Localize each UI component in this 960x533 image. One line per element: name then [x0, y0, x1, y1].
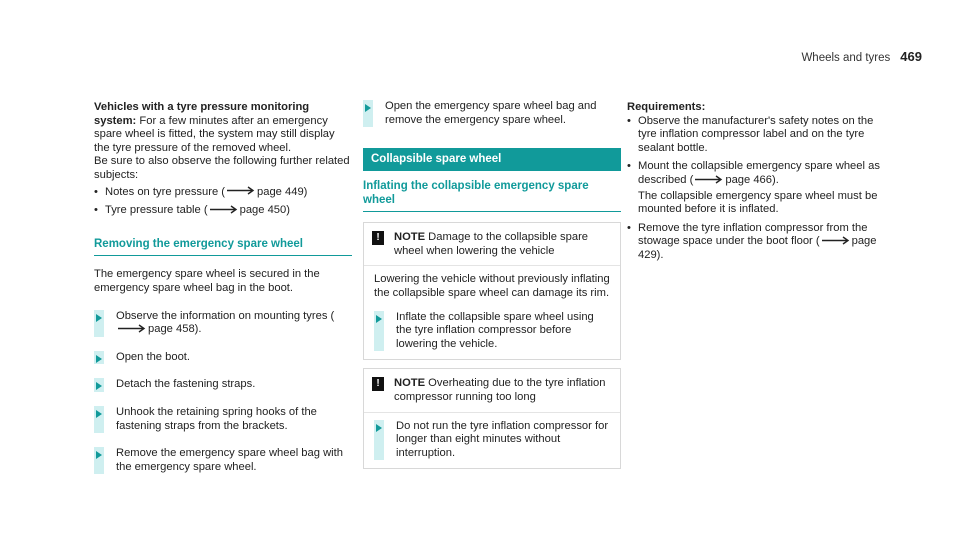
section-banner: Collapsible spare wheel	[363, 148, 621, 171]
list-item: • Tyre pressure table ( page 450)	[94, 204, 290, 217]
step-item: Open the emergency spare wheel bag and remove the emergency spare wheel.	[363, 100, 621, 127]
bullet-dot-icon: •	[627, 114, 631, 127]
step-bar	[94, 310, 104, 337]
column-3	[627, 101, 887, 268]
column-1	[94, 101, 352, 474]
page-reference-link[interactable]: page 429).	[638, 235, 877, 261]
step-bar	[94, 447, 104, 474]
related-list	[94, 186, 352, 218]
step-item: Do not run the tyre inflation compressor for longer than eight minutes without interruption.	[374, 420, 612, 461]
step-bar	[363, 100, 373, 127]
page-reference-link[interactable]: page 449)	[257, 185, 308, 198]
note-label: NOTE	[394, 377, 426, 390]
step-bar	[94, 406, 104, 433]
column-2	[363, 100, 621, 469]
triangle-right-icon	[96, 355, 102, 363]
triangle-right-icon	[365, 104, 371, 112]
section-heading: Removing the emergency spare wheel	[94, 238, 352, 257]
exclamation-icon: !	[372, 377, 384, 391]
list-item: • Mount the collapsible emergency spare wheel as described ( page 466). The collapsible emergency spare wheel must be mounted before it is inflated.	[627, 160, 887, 216]
note-body	[364, 413, 620, 469]
note-label: NOTE	[394, 231, 426, 244]
triangle-right-icon	[96, 451, 102, 459]
subsection-heading: Inflating the collapsible emergency spare wheel	[363, 179, 621, 212]
step-item: Inflate the collapsible spare wheel using the tyre inflation compressor before lowering the vehicle.	[374, 311, 612, 352]
triangle-right-icon	[96, 410, 102, 418]
intro-paragraph	[94, 101, 352, 155]
page-number: 469	[900, 49, 922, 64]
page-reference-link[interactable]: page 458).	[148, 323, 202, 336]
step-bar	[374, 311, 384, 352]
page-reference-link[interactable]: page 466).	[725, 173, 779, 186]
note-body	[364, 266, 620, 359]
step-bar	[94, 351, 104, 365]
triangle-right-icon	[376, 424, 382, 432]
bullet-dot-icon: •	[94, 185, 98, 198]
step-item: Detach the fastening straps.	[94, 378, 352, 392]
note-title: Overheating due to the tyre inflation compressor running too long	[394, 377, 606, 403]
note-text: Lowering the vehicle without previously inflating the collapsible spare wheel can damage its rim.	[374, 273, 610, 299]
section-title: Wheels and tyres	[801, 52, 891, 64]
arrow-right-icon[interactable]	[822, 236, 850, 245]
exclamation-icon: !	[372, 231, 384, 245]
note-header	[364, 369, 620, 412]
list-item-note: The collapsible emergency spare wheel must be mounted before it is inflated.	[638, 189, 878, 216]
bullet-dot-icon: •	[94, 204, 98, 217]
triangle-right-icon	[96, 314, 102, 322]
note-box	[363, 368, 621, 469]
note-header	[364, 223, 620, 266]
step-item: Remove the emergency spare wheel bag with the emergency spare wheel.	[94, 447, 352, 474]
step-bar	[94, 378, 104, 392]
arrow-right-icon[interactable]	[210, 205, 238, 214]
page-reference-link[interactable]: page 450)	[239, 204, 290, 217]
intro-bold: Vehicles with a tyre pressure monitoring system:	[94, 101, 310, 127]
triangle-right-icon	[376, 315, 382, 323]
arrow-right-icon[interactable]	[695, 175, 723, 184]
observe-paragraph: Be sure to also observe the following further related subjects:	[94, 155, 350, 181]
note-box	[363, 222, 621, 360]
list-item: • Remove the tyre inflation compressor from the stowage space under the boot floor ( page 429).	[627, 221, 877, 261]
step-item: Open the boot.	[94, 351, 352, 365]
body-paragraph: The emergency spare wheel is secured in the emergency spare wheel bag in the boot.	[94, 268, 320, 294]
step-item: Observe the information on mounting tyres (page 458).	[94, 310, 352, 337]
list-item: • Observe the manufacturer's safety notes on the tyre inflation compressor label and on the tyre sealant bottle.	[627, 114, 874, 154]
arrow-right-icon[interactable]	[227, 186, 255, 195]
bullet-dot-icon: •	[627, 160, 631, 173]
note-title: Damage to the collapsible spare wheel when lowering the vehicle	[394, 231, 589, 257]
step-bar	[374, 420, 384, 461]
bullet-dot-icon: •	[627, 221, 631, 234]
page-header	[622, 50, 922, 66]
requirements-list	[627, 115, 887, 263]
requirements-title: Requirements:	[627, 101, 706, 113]
list-item: • Notes on tyre pressure ( page 449)	[94, 185, 308, 198]
triangle-right-icon	[96, 382, 102, 390]
step-item: Unhook the retaining spring hooks of the fastening straps from the brackets.	[94, 406, 352, 433]
intro-text: For a few minutes after an emergency spare wheel is fitted, the system may still display the tyre pressure of the removed wheel.	[94, 114, 335, 154]
arrow-right-icon[interactable]	[118, 324, 146, 333]
